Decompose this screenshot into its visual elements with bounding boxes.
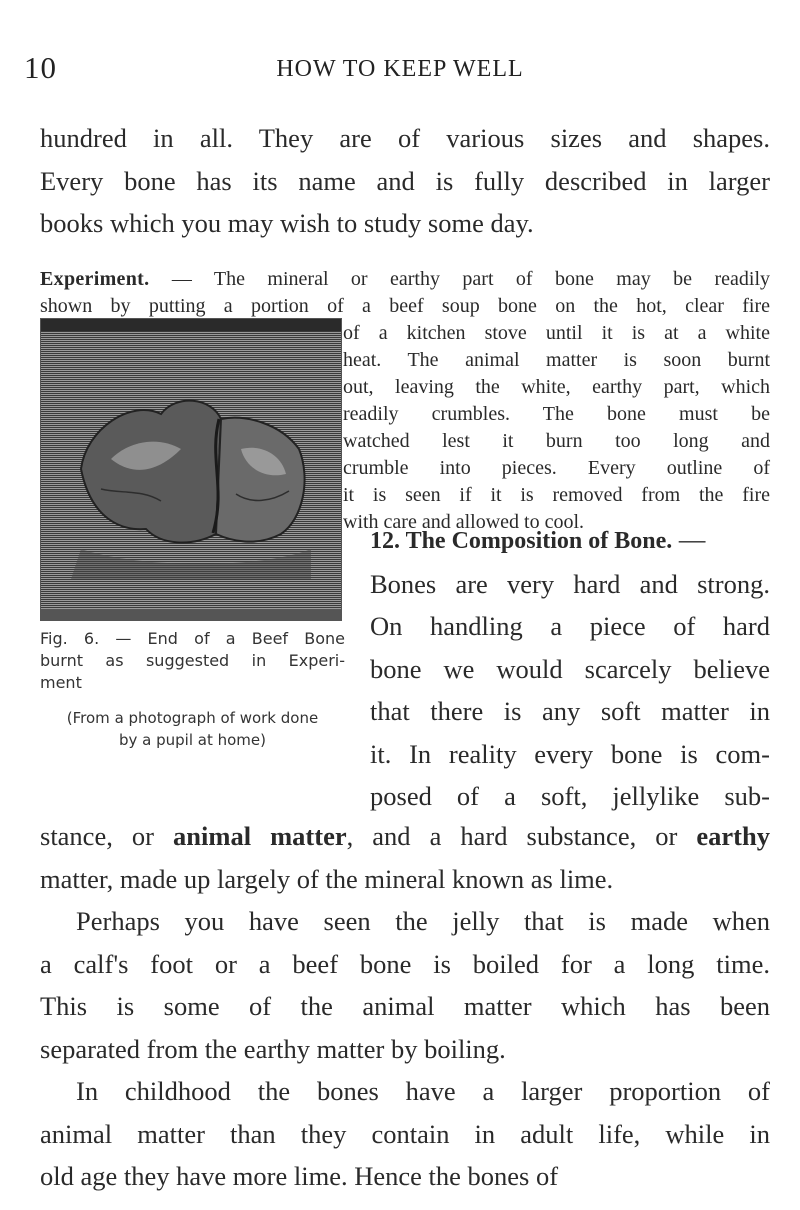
paragraph-1-line-2: Every bone has its name and is fully described in larger (40, 165, 770, 196)
section-heading: 12. The Composition of Bone. (370, 528, 673, 554)
section-side-line: Bones are very hard and strong. (370, 568, 770, 599)
caption-line: ment (40, 673, 82, 692)
experiment-side-line: out, leaving the white, earthy part, which (343, 376, 770, 398)
caption-line: Fig. 6. — End of a Beef Bone (40, 629, 345, 648)
paragraph-1-line-1: hundred in all. They are of various sizes and shapes. (40, 123, 770, 153)
experiment-line-2: shown by putting a portion of a beef soup bone on the hot, clear fire (40, 295, 770, 317)
section-full-line-2: matter, made up largely of the mineral known as lime. (40, 863, 614, 894)
section-side-line: that there is any soft matter in (370, 696, 770, 726)
section-side-line: bone we would scarcely believe (370, 653, 770, 684)
caption-line: burnt as suggested in Experi- (40, 651, 345, 670)
running-head: HOW TO KEEP WELL (276, 56, 524, 82)
section-12 (370, 518, 770, 818)
section-side-line: posed of a soft, jellylike sub- (370, 781, 770, 811)
experiment-side-line: of a kitchen stove until it is at a white (343, 322, 770, 344)
experiment-line-1-text: — The mineral or earthy part of bone may be readily (149, 268, 770, 290)
paragraph-2-line: a calf's foot or a beef bone is boiled for a long time. (40, 948, 770, 979)
bone-shadow (71, 549, 311, 579)
burnt-bone-illustration (41, 319, 341, 620)
paragraph-1 (40, 117, 770, 202)
section-heading-dash: — (672, 524, 706, 554)
credit-line: by a pupil at home) (119, 731, 266, 749)
bone-shape-right (216, 418, 305, 542)
experiment-side-line: readily crumbles. The bone must be (343, 403, 770, 425)
bone-shape-left (81, 401, 221, 543)
credit-line: (From a photograph of work done (66, 709, 319, 727)
experiment-side-line: with care and allowed to cool. (343, 511, 585, 533)
section-side-line: it. In reality every bone is com- (370, 738, 770, 769)
experiment-intro (40, 266, 770, 320)
page-number: 10 (24, 50, 57, 85)
experiment-side-line: heat. The animal matter is soon burnt (343, 349, 770, 371)
experiment-label: Experiment. (40, 268, 150, 290)
paragraph-2-line: This is some of the animal matter which has been (40, 991, 770, 1021)
paragraph-3-line: old age they have more lime. Hence the bones of (40, 1161, 559, 1191)
paragraph-3-line: animal matter than they contain in adult life, while in (40, 1118, 770, 1149)
section-full-line-1 (40, 815, 770, 858)
paragraph-2 (40, 900, 770, 1070)
figure-photo (40, 318, 342, 621)
experiment-continued (343, 320, 770, 536)
photo-bottom-band (41, 609, 341, 620)
experiment-side-line: it is seen if it is removed from the fire (343, 484, 770, 506)
figure-credit (40, 707, 345, 751)
term-animal-matter: animal matter (173, 821, 347, 851)
experiment-side-line: watched lest it burn too long and (343, 430, 770, 452)
paragraph-1-end (40, 202, 770, 245)
paragraph-3-line: In childhood the bones have a larger proportion of (76, 1076, 770, 1106)
paragraph-1-line-3: books which you may wish to study some day. (40, 208, 534, 238)
section-heading-line (370, 518, 770, 563)
paragraph-2-line: separated from the earthy matter by boiling. (40, 1033, 506, 1064)
paragraph-2-line: Perhaps you have seen the jelly that is made when (76, 906, 770, 936)
text-run: , and a hard substance, or (346, 821, 697, 851)
photo-top-band (41, 319, 341, 331)
text-run: stance, or (40, 821, 174, 851)
section-side-line: On handling a piece of hard (370, 611, 770, 641)
experiment-line-1 (40, 266, 770, 293)
term-earthy: earthy (696, 821, 770, 851)
figure-caption (40, 628, 345, 751)
experiment-side-line: crumble into pieces. Every outline of (343, 457, 770, 479)
paragraph-3 (40, 1070, 770, 1198)
section-12-continued (40, 815, 770, 900)
